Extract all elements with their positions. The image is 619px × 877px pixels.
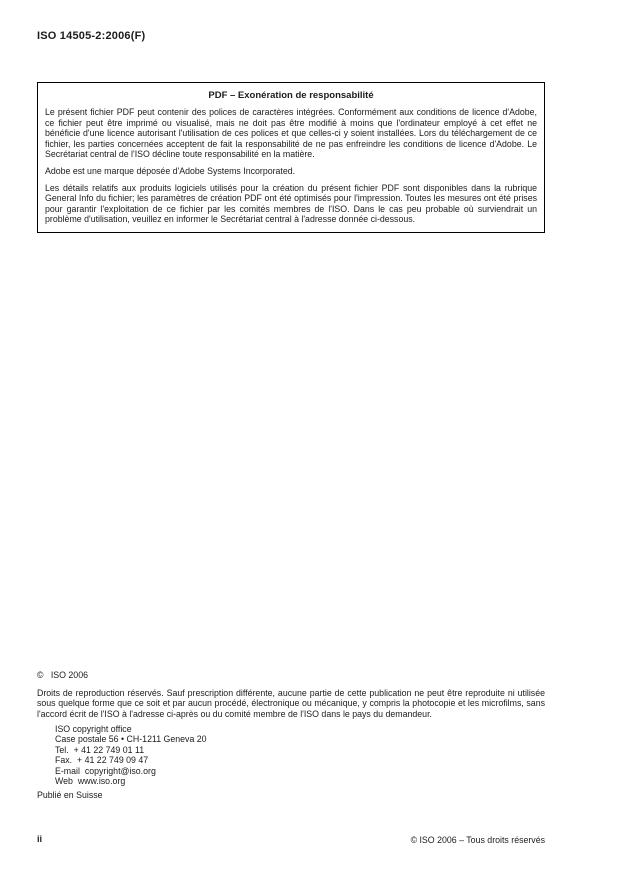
address-line-postal: Case postale 56 • CH-1211 Geneva 20 [55, 734, 207, 745]
disclaimer-paragraph-2: Adobe est une marque déposée d'Adobe Systems Incorporated. [45, 165, 296, 176]
disclaimer-paragraph-1: Le présent fichier PDF peut contenir des polices de caractères intégrées. Conformément aux conditions de licence d'Adobe, ce fichier peut être imprimé ou visualisé, mais ne doit pas être modifié à moins que l'ordinateur employé à cet effet ne bénéficie d'une licence autorisant l'utilisation de ces polices et que celles-ci y soient installées. Lors du téléchargement de ce fichier, les parties concernées acceptent de fait la responsabilité de ne pas enfreindre les conditions de licence d'Adobe. Le Secrétariat central de l'ISO décline toute responsabilité en la matière. [45, 107, 537, 160]
disclaimer-paragraph-3: Les détails relatifs aux produits logiciels utilisés pour la création du présent fichier PDF sont disponibles dans la rubrique General Info du fichier; les paramètres de création PDF ont été optimisés pour l'impression. Toutes les mesures ont été prises pour garantir l'exploitation de ce fichier par les comités membres de l'ISO. Dans le cas peu probable où surviendrait un problème d'utilisation, veuillez en informer le Secrétariat central à l'adresse donnée ci-dessous. [45, 182, 537, 225]
copyright-notice: © ISO 2006 [37, 670, 88, 680]
copyright-section [37, 670, 545, 801]
footer-copyright: © ISO 2006 – Tous droits réservés [410, 835, 545, 845]
rights-paragraph: Droits de reproduction réservés. Sauf prescription différente, aucune partie de cette publication ne peut être reproduite ni utilisée sous quelque forme que ce soit et par aucun procédé, électronique ou mécanique, y compris la photocopie et les microfilms, sans l'accord écrit de l'ISO à l'adresse ci-après ou du comité membre de l'ISO dans le pays du demandeur. [37, 687, 545, 719]
page-number: ii [37, 834, 43, 844]
published-line: Publié en Suisse [37, 790, 103, 801]
disclaimer-title: PDF – Exonération de responsabilité [208, 90, 374, 101]
address-line-fax: Fax. + 41 22 749 09 47 [55, 755, 149, 766]
address-line-tel: Tel. + 41 22 749 01 11 [55, 744, 145, 755]
document-reference: ISO 14505-2:2006(F) [37, 30, 146, 42]
disclaimer-box [37, 82, 545, 233]
address-line-office: ISO copyright office [55, 724, 132, 734]
address-line-web: Web www.iso.org [55, 776, 126, 787]
address-line-email: E-mail copyright@iso.org [55, 765, 156, 776]
address-block [55, 724, 545, 786]
